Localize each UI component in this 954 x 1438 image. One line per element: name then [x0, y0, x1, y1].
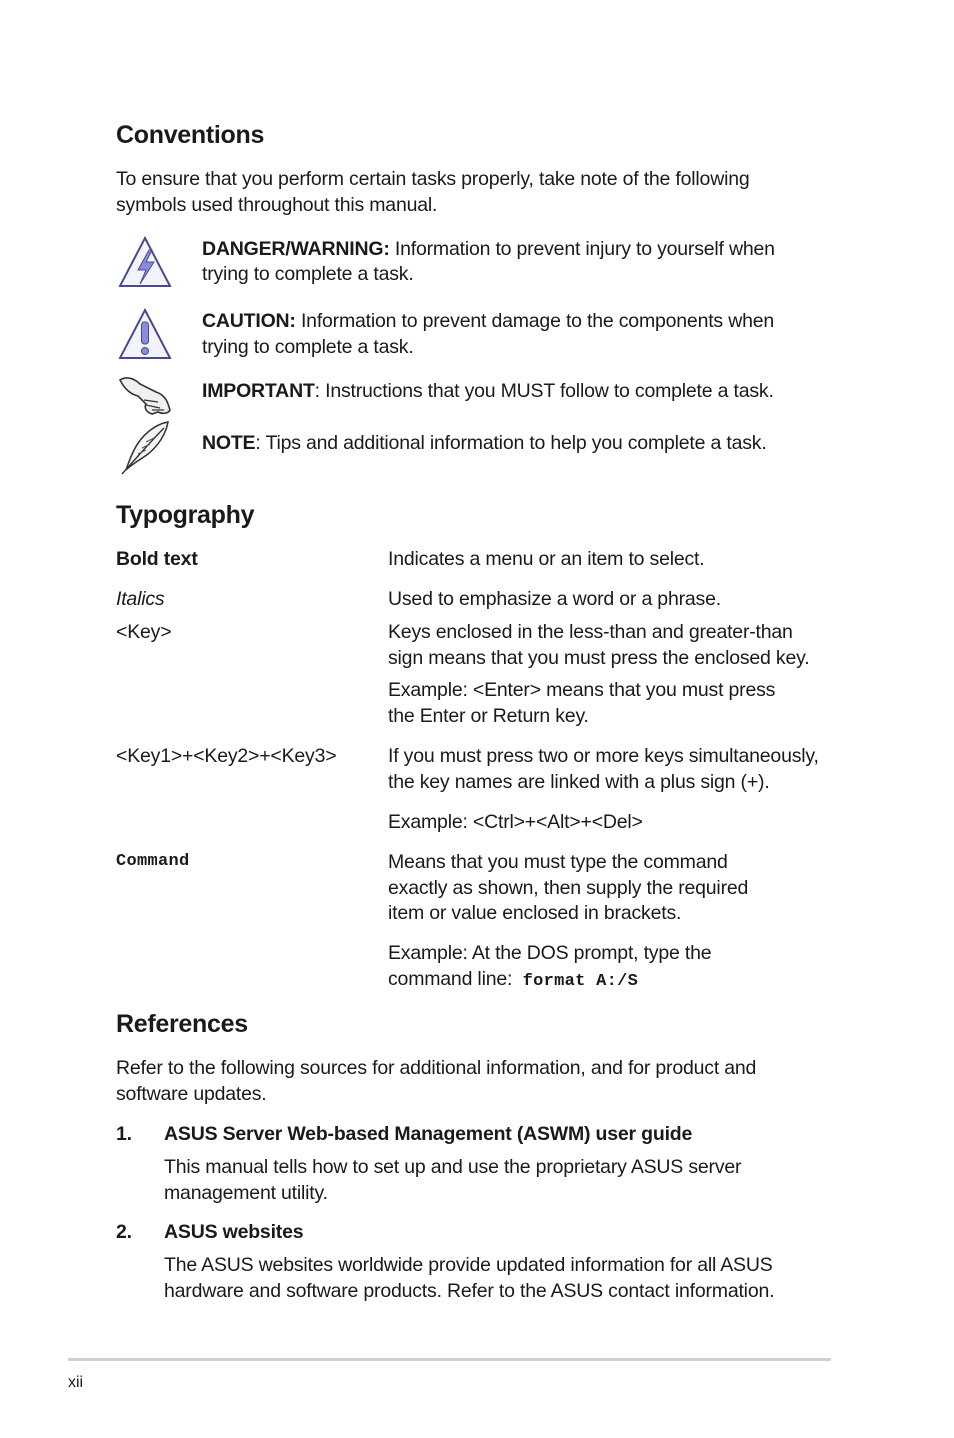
page-number: xii	[68, 1374, 84, 1391]
reference-1-number: 1.	[116, 1123, 132, 1145]
typography-example-key-line2: the Enter or Return key.	[388, 705, 589, 727]
typography-term-keycombo: <Key1>+<Key2>+<Key3>	[116, 745, 337, 767]
reference-2-body-line2: hardware and software products. Refer to the ASUS contact information.	[164, 1280, 775, 1302]
danger-warning-line1: DANGER/WARNING: Information to prevent injury to yourself when	[202, 238, 775, 260]
reference-2-heading: ASUS websites	[164, 1221, 304, 1243]
reference-1-body-line1: This manual tells how to set up and use the proprietary ASUS server	[164, 1156, 742, 1178]
typography-example-key-line1: Example: <Enter> means that you must press	[388, 679, 776, 701]
conventions-intro-line1: To ensure that you perform certain tasks properly, take note of the following	[116, 168, 750, 190]
typography-desc-keycombo-line2: the key names are linked with a plus sign (+).	[388, 771, 770, 793]
caution-icon	[116, 306, 174, 362]
note-label: NOTE	[202, 432, 256, 454]
important-hand-icon	[116, 372, 174, 418]
note-line: NOTE: Tips and additional information to help you complete a task.	[202, 432, 767, 454]
typography-term-key: <Key>	[116, 621, 172, 643]
typography-example-command-line2: command line: format A:/S	[388, 968, 639, 991]
danger-warning-label: DANGER/WARNING:	[202, 238, 390, 260]
typography-term-bold: Bold text	[116, 548, 198, 570]
reference-2-number: 2.	[116, 1221, 132, 1243]
typography-desc-italics: Used to emphasize a word or a phrase.	[388, 588, 721, 610]
caution-line1: CAUTION: Information to prevent damage to the components when	[202, 310, 775, 332]
caution-label: CAUTION:	[202, 310, 296, 332]
reference-1-body-line2: management utility.	[164, 1182, 328, 1204]
typography-term-command: Command	[116, 852, 190, 871]
typography-heading: Typography	[116, 501, 255, 529]
example-command-code: format A:/S	[522, 972, 639, 991]
important-label: IMPORTANT	[202, 380, 315, 402]
references-intro-line2: software updates.	[116, 1083, 267, 1105]
important-line: IMPORTANT: Instructions that you MUST follow to complete a task.	[202, 380, 774, 402]
footer-rule	[68, 1358, 831, 1361]
conventions-intro-line2: symbols used throughout this manual.	[116, 194, 438, 216]
conventions-heading: Conventions	[116, 121, 265, 149]
typography-desc-command-line1: Means that you must type the command	[388, 851, 728, 873]
typography-desc-command-line2: exactly as shown, then supply the required	[388, 877, 749, 899]
danger-warning-line2: trying to complete a task.	[202, 263, 414, 285]
caution-line2: trying to complete a task.	[202, 336, 414, 358]
references-heading: References	[116, 1010, 248, 1038]
typography-desc-keycombo-line1: If you must press two or more keys simultaneously,	[388, 745, 819, 767]
typography-desc-bold: Indicates a menu or an item to select.	[388, 548, 705, 570]
references-intro-line1: Refer to the following sources for additional information, and for product and	[116, 1057, 757, 1079]
typography-desc-command-line3: item or value enclosed in brackets.	[388, 902, 682, 924]
typography-term-italics: Italics	[116, 588, 165, 610]
danger-warning-icon	[116, 234, 174, 290]
typography-desc-key-line2: sign means that you must press the enclosed key.	[388, 647, 810, 669]
note-quill-icon	[116, 420, 174, 476]
typography-desc-key-line1: Keys enclosed in the less-than and greater-than	[388, 621, 793, 643]
typography-example-keycombo: Example: <Ctrl>+<Alt>+<Del>	[388, 811, 643, 833]
reference-2-body-line1: The ASUS websites worldwide provide updated information for all ASUS	[164, 1254, 773, 1276]
typography-example-command-line1: Example: At the DOS prompt, type the	[388, 942, 712, 964]
reference-1-heading: ASUS Server Web-based Management (ASWM) user guide	[164, 1123, 693, 1145]
